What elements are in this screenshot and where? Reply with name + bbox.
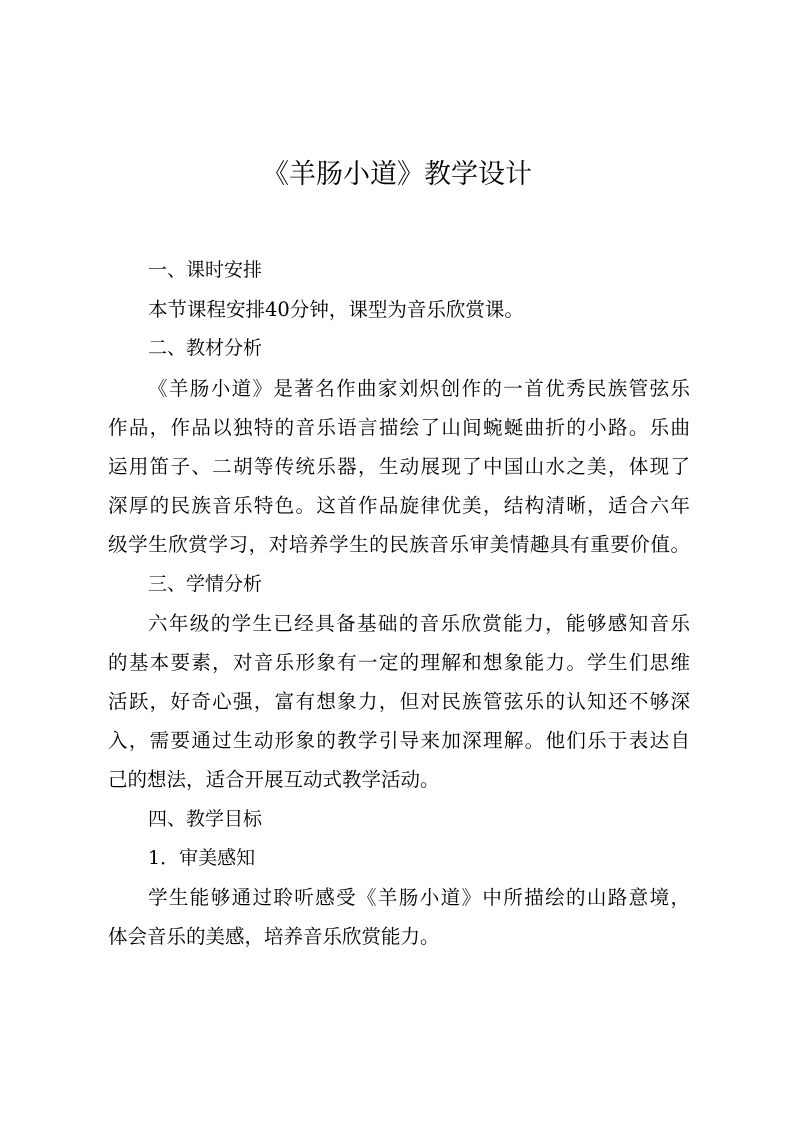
paragraph-line: 学生能够通过聆听感受《羊肠小道》中所描绘的山路意境， [148, 886, 690, 909]
section-heading-schedule: 一、课时安排 [148, 259, 263, 281]
section-heading-material-analysis: 二、教材分析 [148, 337, 263, 360]
paragraph-line: 本节课程安排40分钟，课型为音乐欣赏课。 [148, 298, 524, 322]
page-title: 《羊肠小道》教学设计 [262, 159, 532, 190]
paragraph-line: 六年级的学生已经具备基础的音乐欣赏能力，能够感知音乐 [148, 611, 690, 635]
paragraph-line: 《羊肠小道》是著名作曲家刘炽创作的一首优秀民族管弦乐 [148, 376, 690, 400]
paragraph-line: 己的想法，适合开展互动式教学活动。 [108, 768, 440, 792]
paragraph-line: 入，需要通过生动形象的教学引导来加深理解。他们乐于表达自 [108, 729, 690, 753]
paragraph-line: 运用笛子、二胡等传统乐器，生动展现了中国山水之美，体现了 [108, 454, 690, 478]
paragraph-line: 的基本要素，对音乐形象有一定的理解和想象能力。学生们思维 [108, 650, 690, 674]
paragraph-line: 深厚的民族音乐特色。这首作品旋律优美，结构清晰，适合六年 [108, 494, 690, 518]
paragraph-line: 级学生欣赏学习，对培养学生的民族音乐审美情趣具有重要价值。 [108, 533, 690, 557]
document-body [108, 251, 690, 956]
paragraph-line: 体会音乐的美感，培养音乐欣赏能力。 [108, 925, 440, 949]
paragraph-line: 活跃，好奇心强，富有想象力，但对民族管弦乐的认知还不够深 [108, 690, 690, 714]
section-heading-teaching-goals: 四、教学目标 [148, 807, 263, 830]
paragraph-line: 作品，作品以独特的音乐语言描绘了山间蜿蜒曲折的小路。乐曲 [108, 415, 690, 439]
section-heading-student-analysis: 三、学情分析 [148, 572, 263, 595]
subheading-aesthetic-perception: 1．审美感知 [148, 846, 256, 869]
